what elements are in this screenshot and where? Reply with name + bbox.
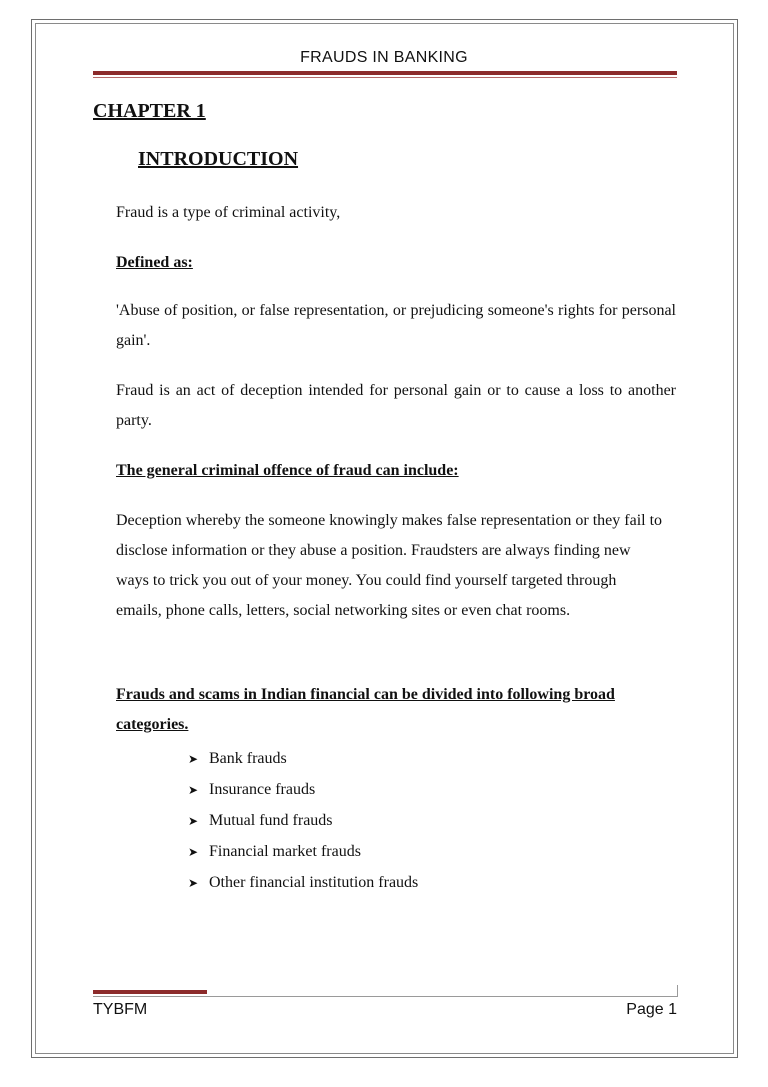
list-item-label: Bank frauds	[209, 750, 287, 767]
arrow-bullet-icon: ➤	[188, 876, 199, 890]
defined-as-heading: Defined as:	[116, 254, 193, 271]
offence-heading: The general criminal offence of fraud can include:	[116, 462, 459, 479]
paragraph-abuse-of-position: 'Abuse of position, or false representation, or prejudicing someone's rights for personal gain'.	[116, 302, 676, 349]
footer-rule-tick	[677, 985, 678, 997]
arrow-bullet-icon: ➤	[188, 752, 199, 766]
section-heading: INTRODUCTION	[138, 148, 299, 170]
arrow-bullet-icon: ➤	[188, 845, 199, 859]
arrow-bullet-icon: ➤	[188, 783, 199, 797]
arrow-bullet-icon: ➤	[188, 814, 199, 828]
running-header-title: FRAUDS IN BANKING	[300, 49, 468, 66]
defined-as-heading-wrap	[116, 248, 676, 278]
footer-rule-accent	[93, 990, 207, 994]
categories-heading: Frauds and scams in Indian financial can be divided into following broad categories.	[116, 686, 615, 733]
paragraph-deception-whereby: Deception whereby the someone knowingly makes false representation or they fail to disclose information or they abuse a position. Fraudsters are always finding new ways to trick you out of your money. You could find yourself targeted through emails, phone calls, letters, social networking sites or even chat rooms.	[116, 512, 663, 619]
chapter-heading: CHAPTER 1	[93, 100, 206, 122]
categories-list	[188, 743, 418, 898]
list-item-label: Other financial institution frauds	[209, 874, 419, 891]
list-item	[188, 805, 418, 836]
header-rule-thin	[93, 77, 677, 78]
paragraph-fraud-definition: Fraud is a type of criminal activity,	[116, 204, 341, 221]
list-item	[188, 867, 418, 898]
list-item-label: Mutual fund frauds	[209, 812, 333, 829]
footer-course-label: TYBFM	[93, 1001, 148, 1018]
paragraph-act-of-deception: Fraud is an act of deception intended for personal gain or to cause a loss to another party.	[116, 382, 676, 429]
list-item-label: Insurance frauds	[209, 781, 316, 798]
list-item	[188, 774, 418, 805]
list-item-label: Financial market frauds	[209, 843, 361, 860]
footer-rule	[93, 996, 677, 997]
list-item	[188, 836, 418, 867]
categories-heading-wrap	[116, 680, 646, 740]
list-item	[188, 743, 418, 774]
offence-heading-wrap	[116, 456, 676, 486]
header-rule	[93, 71, 677, 75]
page-number: Page 1	[626, 1001, 677, 1018]
